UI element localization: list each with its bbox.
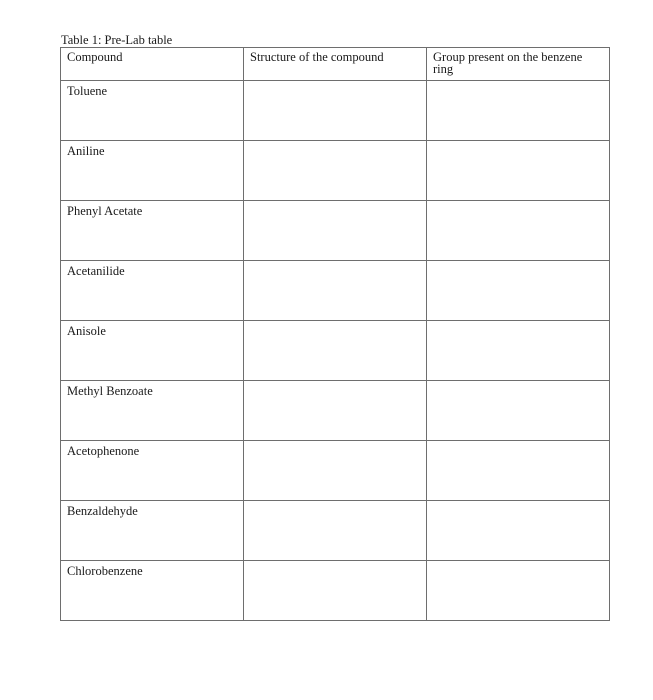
group-cell[interactable] xyxy=(427,141,610,201)
group-cell[interactable] xyxy=(427,381,610,441)
table-row xyxy=(61,561,610,621)
group-cell[interactable] xyxy=(427,261,610,321)
table-row xyxy=(61,201,610,261)
compound-cell: Methyl Benzoate xyxy=(61,381,244,441)
compound-cell: Acetanilide xyxy=(61,261,244,321)
compound-cell: Anisole xyxy=(61,321,244,381)
group-cell[interactable] xyxy=(427,81,610,141)
table-row xyxy=(61,141,610,201)
header-group: Group present on the benzene ring xyxy=(427,48,610,81)
table-row xyxy=(61,381,610,441)
table-header-row xyxy=(61,48,610,81)
structure-cell[interactable] xyxy=(244,441,427,501)
table-row xyxy=(61,321,610,381)
group-cell[interactable] xyxy=(427,501,610,561)
compound-cell: Acetophenone xyxy=(61,441,244,501)
compound-cell: Benzaldehyde xyxy=(61,501,244,561)
structure-cell[interactable] xyxy=(244,321,427,381)
compound-cell: Toluene xyxy=(61,81,244,141)
compound-cell: Phenyl Acetate xyxy=(61,201,244,261)
table-caption: Table 1: Pre-Lab table xyxy=(61,33,173,47)
structure-cell[interactable] xyxy=(244,561,427,621)
header-compound: Compound xyxy=(61,48,244,81)
structure-cell[interactable] xyxy=(244,501,427,561)
header-structure: Structure of the compound xyxy=(244,48,427,81)
compound-cell: Chlorobenzene xyxy=(61,561,244,621)
table-row xyxy=(61,501,610,561)
structure-cell[interactable] xyxy=(244,201,427,261)
compound-cell: Aniline xyxy=(61,141,244,201)
structure-cell[interactable] xyxy=(244,141,427,201)
group-cell[interactable] xyxy=(427,441,610,501)
pre-lab-table xyxy=(60,47,610,621)
group-cell[interactable] xyxy=(427,321,610,381)
group-cell[interactable] xyxy=(427,561,610,621)
structure-cell[interactable] xyxy=(244,381,427,441)
table-row xyxy=(61,261,610,321)
table-row xyxy=(61,81,610,141)
table-row xyxy=(61,441,610,501)
structure-cell[interactable] xyxy=(244,81,427,141)
group-cell[interactable] xyxy=(427,201,610,261)
structure-cell[interactable] xyxy=(244,261,427,321)
